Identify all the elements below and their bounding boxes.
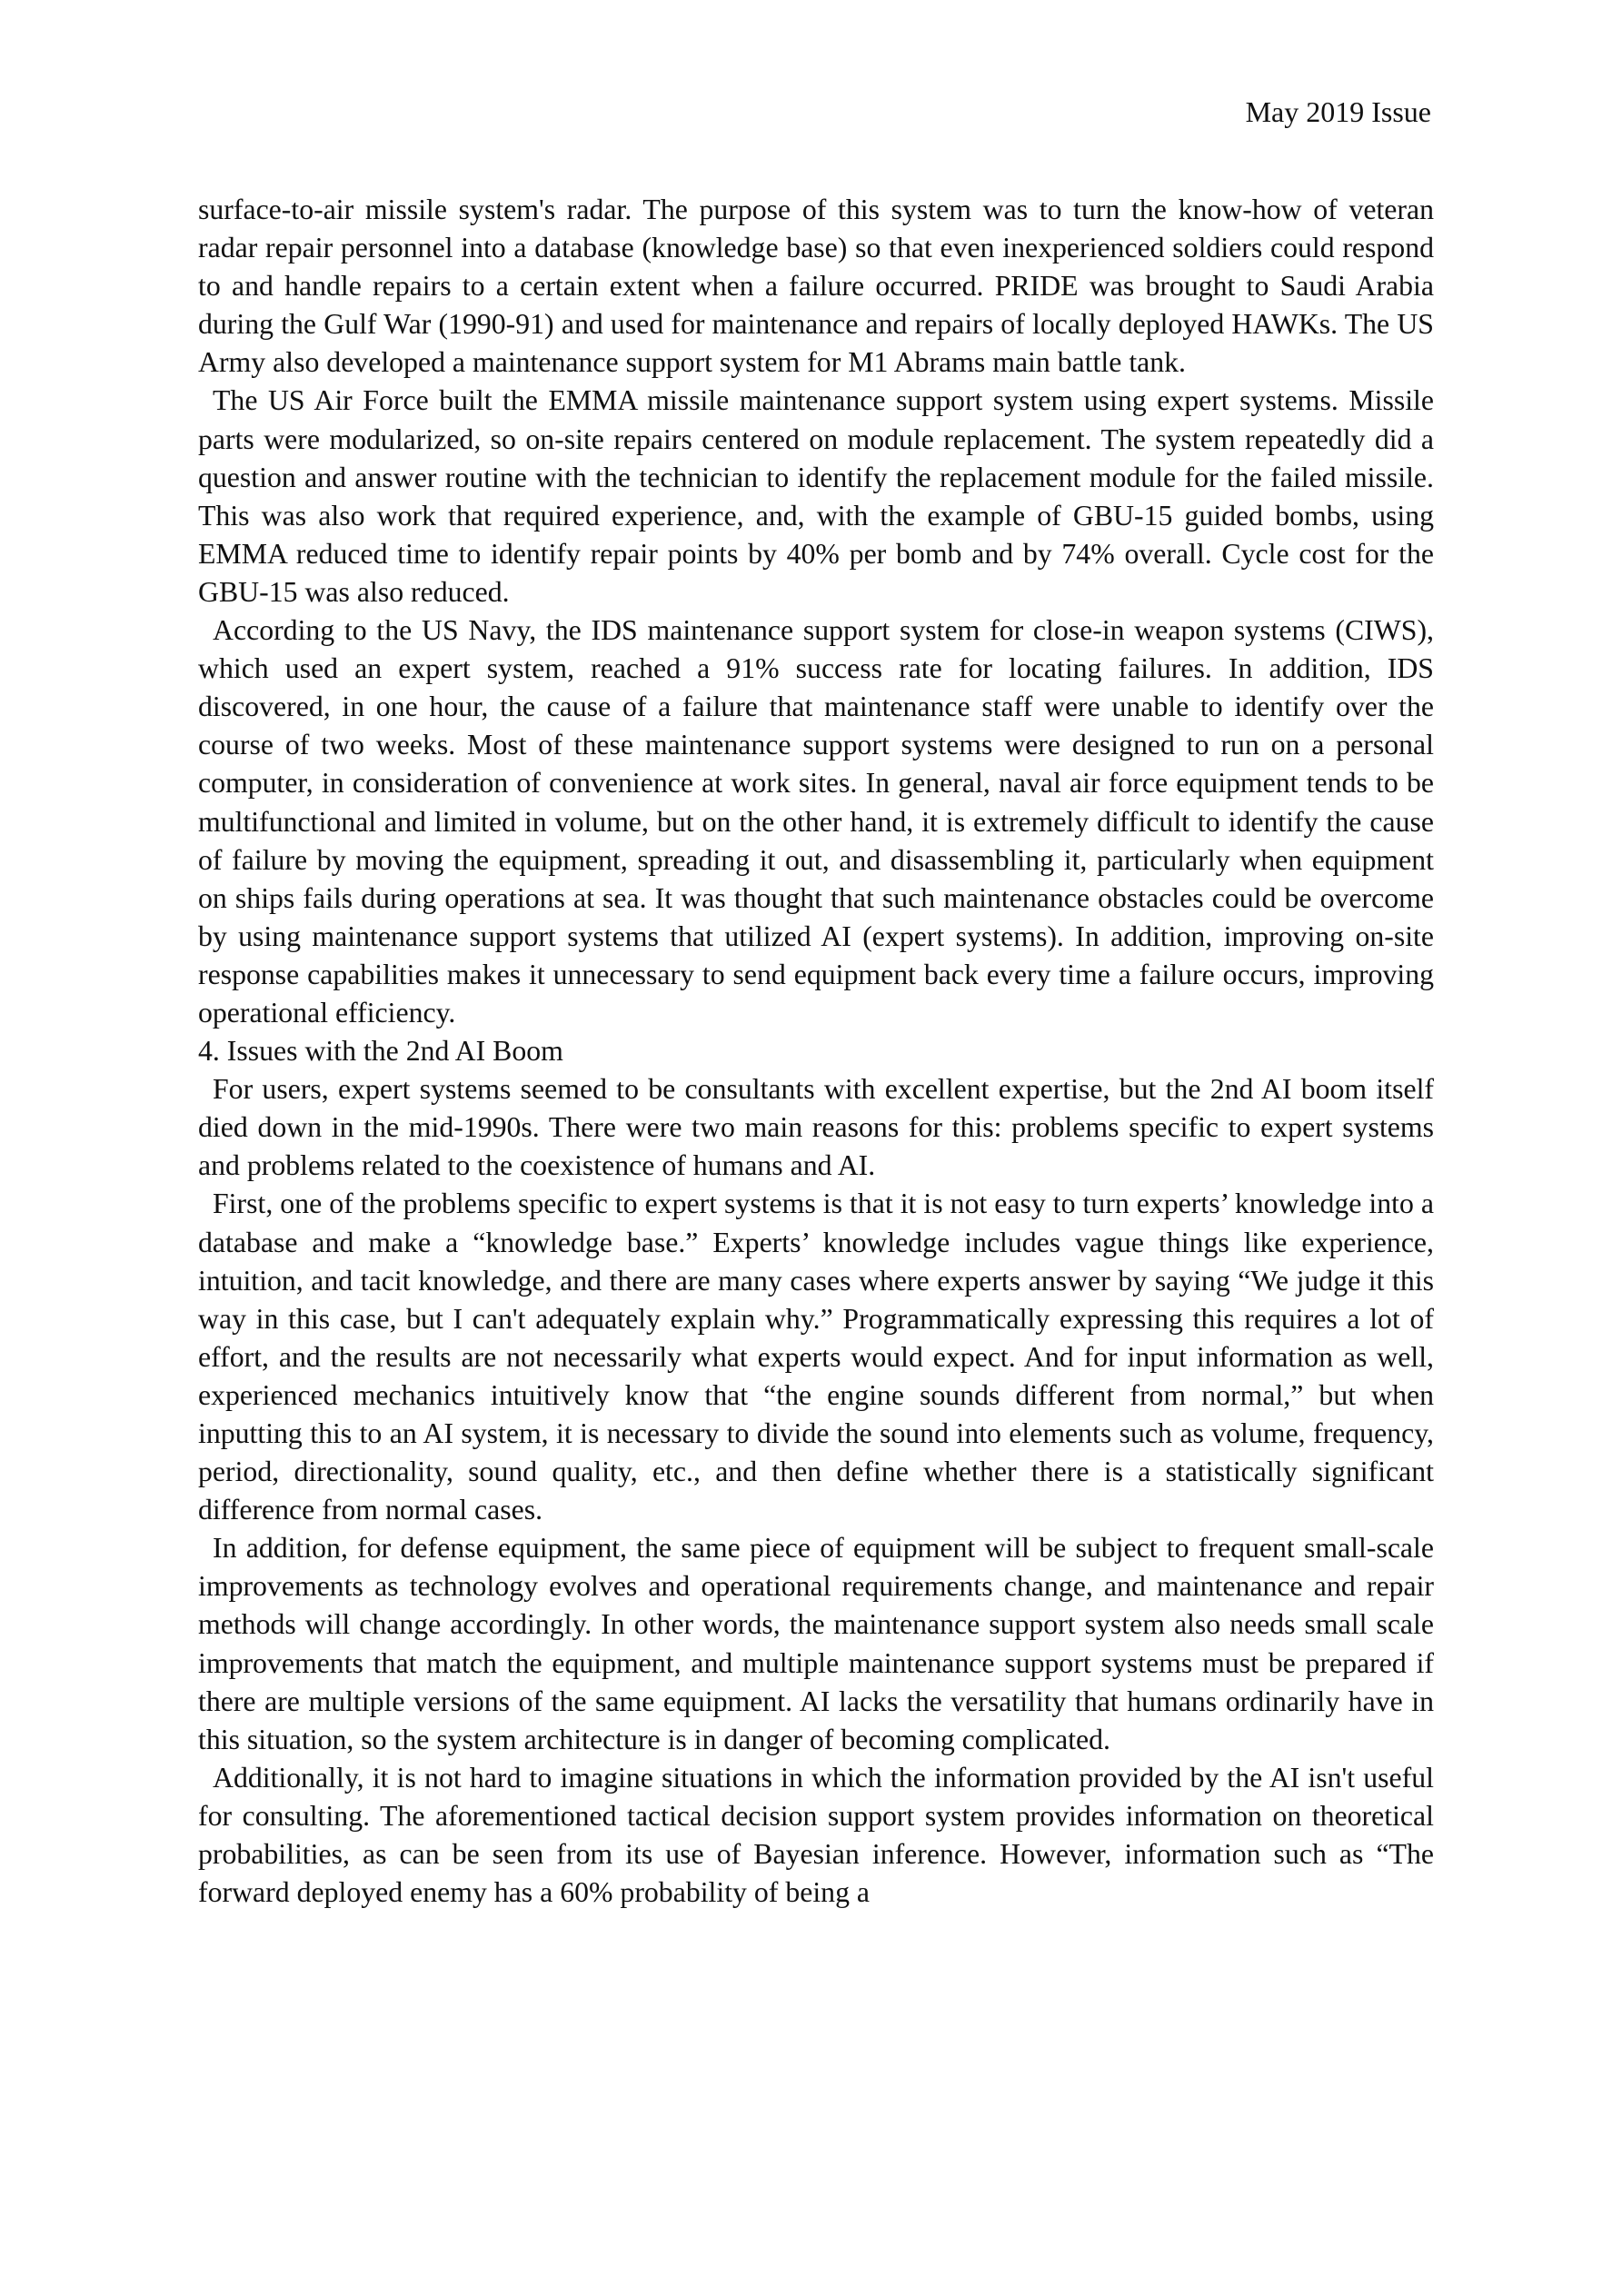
paragraph-2: The US Air Force built the EMMA missile maintenance support system using expert systems. Missile parts were modularized, so on-site repairs centered on module replacement. The system repeatedly did a question and answer routine with the technician to identify the replacement module for the failed missile. This was also work that required experience, and, with the example of GBU-15 guided bombs, using EMMA reduced time to identify repair points by 40% per bomb and by 74% overall. Cycle cost for the GBU-15 was also reduced.	[198, 384, 1434, 608]
section-heading: 4. Issues with the 2nd AI Boom	[198, 1035, 563, 1068]
paragraph-7: Additionally, it is not hard to imagine situations in which the information provided by the AI isn't useful for consulting. The aforementioned tactical decision support system provides information on theoretical probabilities, as can be seen from its use of Bayesian inference. However, information such as “The forward deployed enemy has a 60% probability of being a	[198, 1761, 1434, 1909]
paragraph-5: First, one of the problems specific to expert systems is that it is not easy to turn experts’ knowledge into a database and make a “knowledge base.” Experts’ knowledge includes vague things like experience, intuition, and tacit knowledge, and there are many cases where experts answer by saying “We judge it this way in this case, but I can't adequately explain why.” Programmatically expressing this requires a lot of effort, and the results are not necessarily what experts would expect. And for input information as well, experienced mechanics intuitively know that “the engine sounds different from normal,” but when inputting this to an AI system, it is necessary to divide the sound into elements such as volume, frequency, period, directionality, sound quality, etc., and then define whether there is a statistically significant difference from normal cases.	[198, 1188, 1434, 1526]
paragraph-4: For users, expert systems seemed to be consultants with excellent expertise, but the 2nd AI boom itself died down in the mid-1990s. There were two main reasons for this: problems specific to expert systems and problems related to the coexistence of humans and AI.	[198, 1073, 1434, 1182]
body-text	[198, 191, 1434, 1912]
issue-header: May 2019 Issue	[1245, 95, 1431, 128]
paragraph-1: surface-to-air missile system's radar. The purpose of this system was to turn the know-how of veteran radar repair personnel into a database (knowledge base) so that even inexperienced soldiers could respond to and handle repairs to a certain extent when a failure occurred. PRIDE was brought to Saudi Arabia during the Gulf War (1990-91) and used for maintenance and repairs of locally deployed HAWKs. The US Army also developed a maintenance support system for M1 Abrams main battle tank.	[198, 194, 1434, 379]
paragraph-6: In addition, for defense equipment, the same piece of equipment will be subject to frequent small-scale improvements as technology evolves and operational requirements change, and maintenance and repair methods will change accordingly. In other words, the maintenance support system also needs small scale improvements that match the equipment, and multiple maintenance support systems must be prepared if there are multiple versions of the same equipment. AI lacks the versatility that humans ordinarily have in this situation, so the system architecture is in danger of becoming complicated.	[198, 1532, 1434, 1755]
paragraph-3: According to the US Navy, the IDS maintenance support system for close-in weapon systems (CIWS), which used an expert system, reached a 91% success rate for locating failures. In addition, IDS discovered, in one hour, the cause of a failure that maintenance staff were unable to identify over the course of two weeks. Most of these maintenance support systems were designed to run on a personal computer, in consideration of convenience at work sites. In general, naval air force equipment tends to be multifunctional and limited in volume, but on the other hand, it is extremely difficult to identify the cause of failure by moving the equipment, spreading it out, and disassembling it, particularly when equipment on ships fails during operations at sea. It was thought that such maintenance obstacles could be overcome by using maintenance support systems that utilized AI (expert systems). In addition, improving on-site response capabilities makes it unnecessary to send equipment back every time a failure occurs, improving operational efficiency.	[198, 614, 1434, 1029]
